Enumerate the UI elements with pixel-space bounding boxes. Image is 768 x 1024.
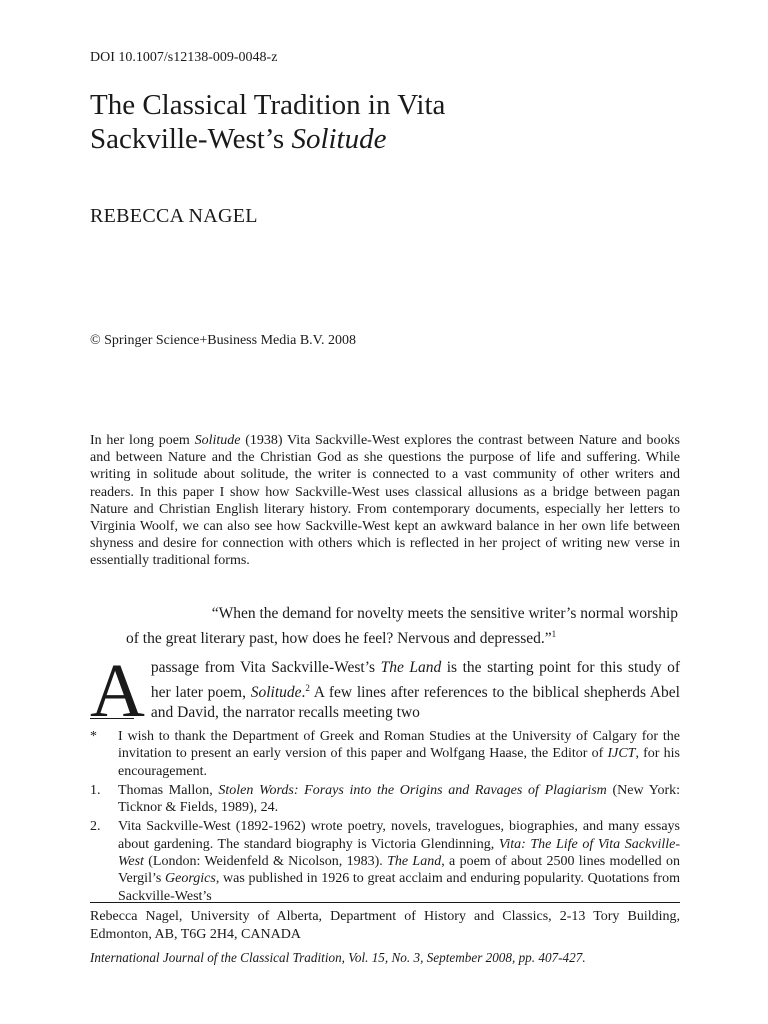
- epigraph-line-2-text: of the great literary past, how does he feel? Nervous and depressed.”: [126, 630, 552, 648]
- footnote-star-a: I wish to thank the Department of Greek and Roman Studies at the University of Calgary for the invitation to present an early version of this paper and Wolfgang Haase, the Editor of: [118, 729, 680, 762]
- footnote-star: [90, 728, 680, 780]
- abstract-lead: In her long poem: [90, 433, 195, 448]
- title-poem-name: Solitude: [291, 123, 387, 155]
- footnote-2-d: , was published in 1926 to great acclaim and enduring popularity. Quotations from Sackville-West’s: [118, 871, 680, 904]
- footnotes: [90, 728, 680, 907]
- journal-citation: International Journal of the Classical Tradition, Vol. 15, No. 3, September 2008, pp. 407-427.: [90, 950, 586, 965]
- epigraph-line-1: “When the demand for novelty meets the sensitive writer’s normal worship: [211, 605, 678, 622]
- body-text: [90, 649, 681, 733]
- body-note-ref[interactable]: 2: [305, 683, 310, 693]
- footnote-2-italic-the-land: The Land: [387, 854, 442, 870]
- epigraph-note-ref[interactable]: 1: [551, 629, 557, 639]
- footnote-rule: [90, 718, 134, 719]
- footnote-mark: *: [90, 729, 97, 744]
- title-line-1: The Classical Tradition in Vita: [90, 89, 446, 121]
- footnote-2-a: Vita Sackville-West (1892-1962) wrote poetry, novels, travelogues, biographies, and many essays about gardening. The standard biography is Victoria Glendinning,: [118, 819, 680, 852]
- epigraph-line-2: [90, 624, 680, 649]
- body-italic-solitude: Solitude: [250, 684, 302, 702]
- title-line-2: Sackville-West’s: [90, 123, 292, 155]
- doi-line: DOI 10.1007/s12138-009-0048-z: [90, 50, 278, 65]
- epigraph: [90, 604, 680, 649]
- footnote-text: [118, 782, 680, 817]
- footnote-mark: 2.: [90, 819, 101, 835]
- footnote-text: [118, 728, 680, 780]
- abstract-text: (1938) Vita Sackville-West explores the contrast between Nature and books and between Nature and the Christian God as she questions the purpose of life and suffering. While writing in solitude about solitude, the writer is connected to a vast community of other writers and readers. In this paper I show how Sackville-West uses classical allusions as a bridge between pagan Nature and Christian English literary history. From contemporary documents, especially her letters to Virginia Woolf, we can also see how Sackville-West kept an awkward balance in her own life between shyness and desire for connection with others which is reflected in her project of writing new verse in essentially traditional forms.: [90, 433, 680, 569]
- footnote-2-b: (London: Weidenfeld & Nicolson, 1983).: [143, 854, 388, 870]
- footnote-2-italic-georgics: Georgics: [165, 871, 216, 887]
- footnote-text: [118, 818, 680, 904]
- footnote-2-c: , a poem of about 2500 lines modelled on Vergil’s: [118, 854, 680, 887]
- footnote-mark: 1.: [90, 782, 101, 798]
- body-text-3: A few lines after references to the biblical shepherds Abel and David, the narrator recalls meeting two: [150, 684, 680, 722]
- abstract-poem: Solitude: [194, 433, 241, 448]
- footnote-1-a: Thomas Mallon,: [118, 782, 219, 798]
- affiliation-rule: [90, 902, 680, 903]
- footnote-2: [90, 818, 680, 904]
- drop-cap: A: [90, 649, 145, 733]
- footnote-star-italic: IJCT: [607, 746, 636, 762]
- copyright-line: © Springer Science+Business Media B.V. 2008: [90, 333, 356, 348]
- body-text-1: passage from Vita Sackville-West’s: [150, 659, 381, 676]
- body-paragraph: [90, 649, 681, 733]
- body-italic-the-land: The Land: [380, 659, 442, 676]
- footnote-2-italic-vita: Vita: The Life of Vita Sackville-West: [118, 836, 680, 870]
- abstract: [90, 432, 680, 570]
- footnote-star-b: , for his encouragement.: [118, 746, 680, 779]
- article-title: [90, 88, 445, 156]
- body-text-period: .: [301, 684, 306, 702]
- author-name: REBECCA NAGEL: [90, 205, 258, 227]
- body-text-2: is the starting point for this study of her later poem,: [150, 659, 681, 702]
- footnote-1-italic: Stolen Words: Forays into the Origins and Ravages of Plagiarism: [218, 782, 607, 798]
- footnote-1: [90, 782, 680, 817]
- footnote-1-b: (New York: Ticknor & Fields, 1989), 24.: [118, 782, 680, 816]
- author-affiliation: Rebecca Nagel, University of Alberta, Department of History and Classics, 2-13 Tory Building, Edmonton, AB, T6G 2H4, CANADA: [90, 909, 680, 942]
